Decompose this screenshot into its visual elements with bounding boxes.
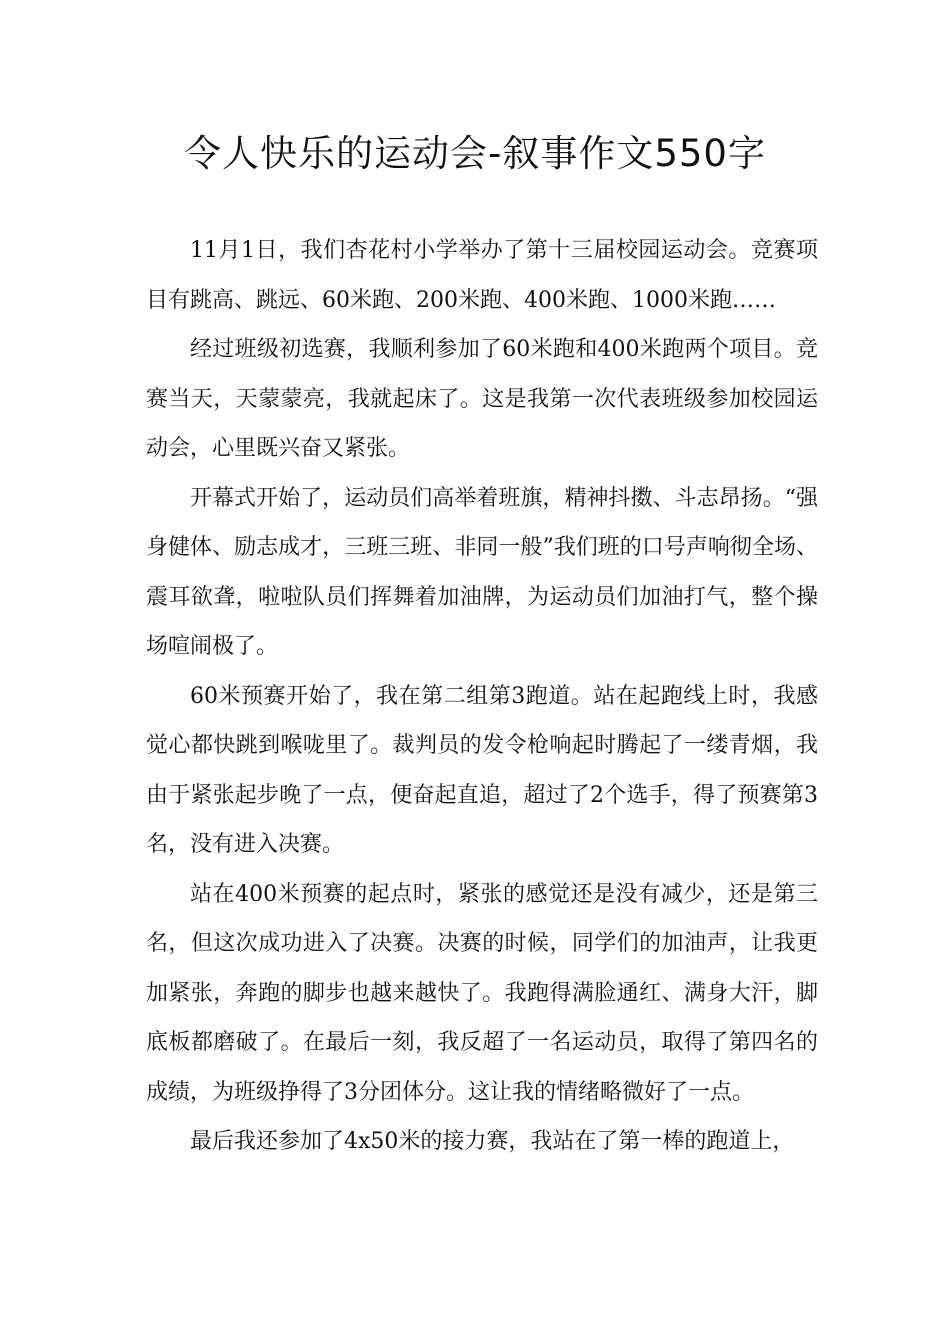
- paragraph: 开幕式开始了，运动员们高举着班旗，精神抖擞、斗志昂扬。“强身健体、励志成才，三班三班、非同一般”我们班的口号声响彻全场、震耳欲聋，啦啦队员们挥舞着加油牌，为运动员们加油打气，整个操场喧闹极了。: [146, 485, 818, 659]
- paragraph: 最后我还参加了4x50米的接力赛，我站在了第一棒的跑道上，: [190, 1129, 795, 1154]
- paragraph: 11月1日，我们杏花村小学举办了第十三届校园运动会。竞赛项目有跳高、跳远、60米跑、200米跑、400米跑、1000米跑……: [146, 238, 818, 313]
- paragraph: 经过班级初选赛，我顺利参加了60米跑和400米跑两个项目。竞赛当天，天蒙蒙亮，我就起床了。这是我第一次代表班级参加校园运动会，心里既兴奋又紧张。: [146, 337, 818, 461]
- paragraph: 60米预赛开始了，我在第二组第3跑道。站在起跑线上时，我感觉心都快跳到喉咙里了。裁判员的发令枪响起时腾起了一缕青烟，我由于紧张起步晚了一点，便奋起直追，超过了2个选手，得了预赛第3名，没有进入决赛。: [146, 683, 818, 857]
- paragraph: 站在400米预赛的起点时，紧张的感觉还是没有减少，还是第三名，但这次成功进入了决赛。决赛的时候，同学们的加油声，让我更加紧张，奔跑的脚步也越来越快了。我跑得满脸通红、满身大汗，脚底板都磨破了。在最后一刻，我反超了一名运动员，取得了第四名的成绩，为班级挣得了3分团体分。这让我的情绪略微好了一点。: [146, 881, 818, 1105]
- document-title: 令人快乐的运动会-叙事作文550字: [184, 132, 766, 175]
- document-body: [146, 226, 818, 1167]
